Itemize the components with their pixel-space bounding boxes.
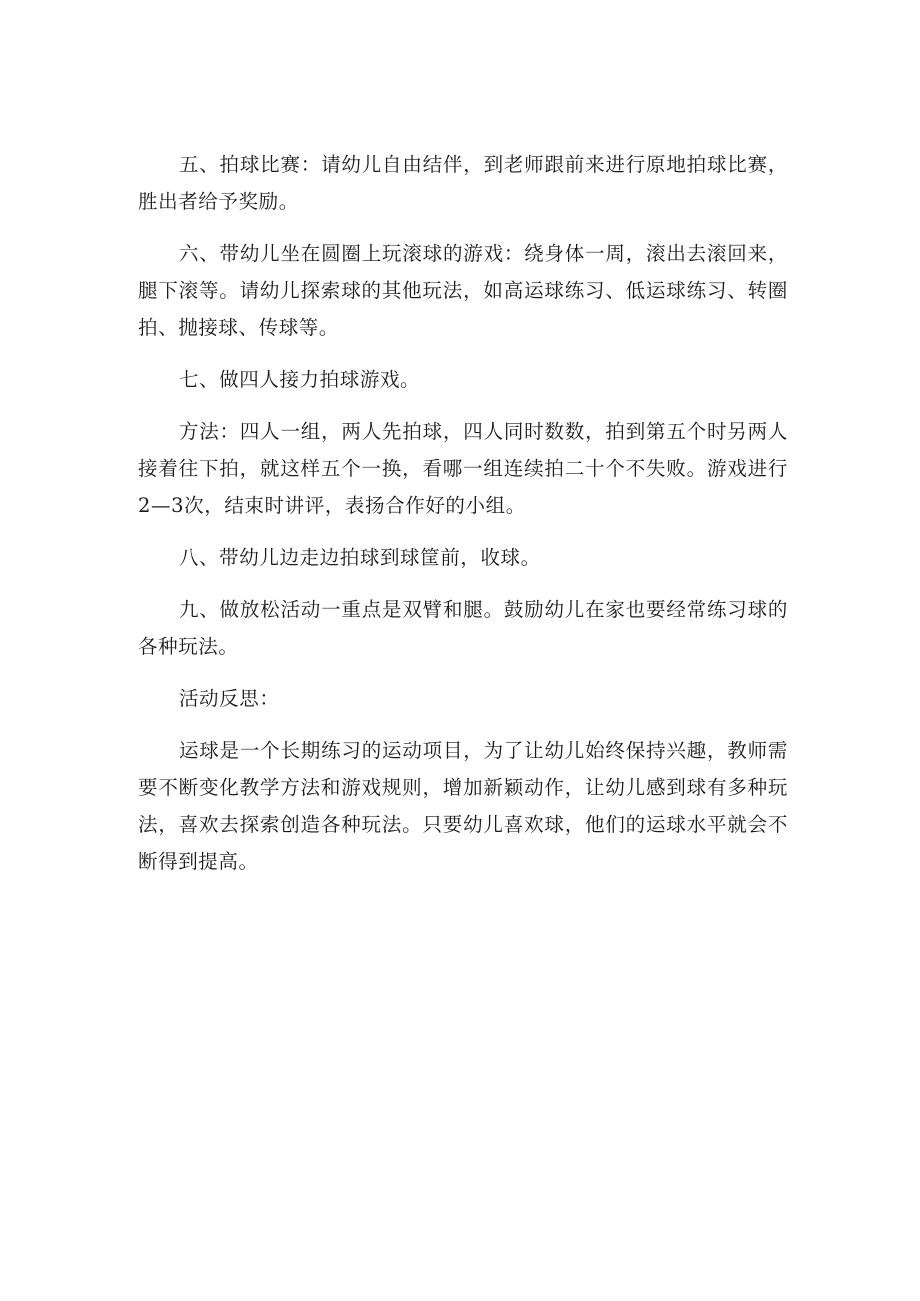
paragraph-step-nine: 九、做放松活动一重点是双臂和腿。鼓励幼儿在家也要经常练习球的各种玩法。	[138, 598, 788, 658]
paragraph-step-eight: 八、带幼儿边走边拍球到球筐前，收球。	[178, 546, 541, 569]
paragraph-step-five: 五、拍球比赛：请幼儿自由结伴，到老师跟前来进行原地拍球比赛，胜出者给予奖励。	[138, 153, 788, 213]
paragraph-method: 方法：四人一组，两人先拍球，四人同时数数，拍到第五个时另两人接着往下拍，就这样五个一换，看哪一组连续拍二十个不失败。游戏进行2—3次，结束时讲评，表扬合作好的小组。	[138, 420, 788, 517]
document-body	[138, 146, 788, 895]
paragraph-reflection: 运球是一个长期练习的运动项目，为了让幼儿始终保持兴趣，教师需要不断变化教学方法和游戏规则，增加新颖动作，让幼儿感到球有多种玩法，喜欢去探索创造各种玩法。只要幼儿喜欢球，他们的运球水平就会不断得到提高。	[138, 739, 788, 873]
paragraph-step-seven: 七、做四人接力拍球游戏。	[178, 368, 421, 391]
section-heading-reflection: 活动反思：	[178, 687, 280, 710]
paragraph-step-six: 六、带幼儿坐在圆圈上玩滚球的游戏：绕身体一周，滚出去滚回来，腿下滚等。请幼儿探索球的其他玩法，如高运球练习、低运球练习、转圈拍、抛接球、传球等。	[138, 242, 788, 339]
